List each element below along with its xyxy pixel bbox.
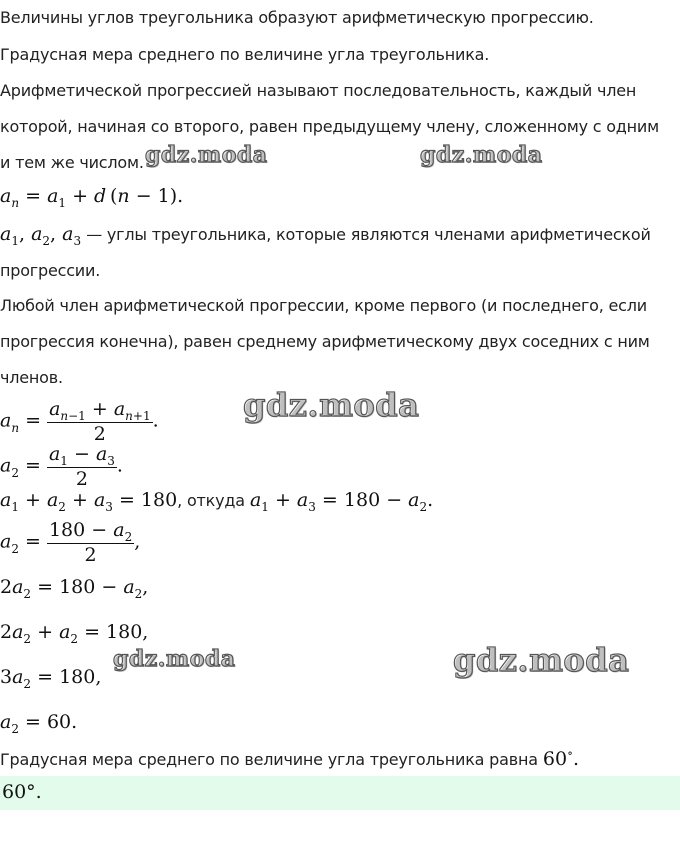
equation-step-2: $2a_2 + a_2 = 180$, [0,621,149,646]
watermark-logo: gdz.moda [243,386,420,424]
equation-result: $a_2 = 60$. [0,711,78,736]
answer-box [0,776,680,810]
watermark-logo: gdz.moda [145,142,268,168]
equation-step-3: $3a_2 = 180$, [0,666,102,691]
terms-description-cont: прогрессии. [0,261,101,280]
formula-nth-term: $a_n = a_1 + d$ (n − 1). [0,185,184,210]
property-line-1: Любой член арифметической прогрессии, кроме первого (и последнего, если [0,296,648,315]
problem-question: Градусная мера среднего по величине угла треугольника. [0,45,490,64]
formula-angle-sum: $a_1 + a_2 + a_3 = 180$, откуда $a_1 + a_3 = 180 - a_2$. [0,489,434,514]
watermark-logo: gdz.moda [113,646,236,672]
definition-line-2: которой, начиная со второго, равен предыдущему члену, сложенному с одним [0,117,659,136]
watermark-logo: gdz.moda [420,142,543,168]
watermark-logo: gdz.moda [453,641,630,679]
answer-value: 60°. [2,781,42,803]
definition-line-3: и тем же числом. [0,153,144,172]
conclusion-line: Градусная мера среднего по величине угла треугольника равна 60∘. [0,746,580,770]
equation-step-1: $2a_2 = 180 - a_2$, [0,576,149,601]
definition-line-1: Арифметической прогрессией называют последовательность, каждый член [0,81,637,100]
formula-a2-substituted: $a_2$ = $\frac{180 - a_2}{2}$ , [0,519,141,566]
formula-a2-fraction: $a_2$ = $\frac{a_1 - a_3}{2}$ . [0,443,123,490]
property-line-2: прогрессия конечна), равен среднему арифметическому двух соседних с ним [0,332,650,351]
formula-mean-property: $a_n$ = $\frac{a_{n-1} + a_{n+1}}{2}$ . [0,398,159,445]
problem-statement: Величины углов треугольника образуют арифметическую прогрессию. [0,8,594,27]
property-line-3: членов. [0,368,63,387]
terms-description: $a_1$, $a_2$, $a_3$ — углы треугольника, которые являются членами арифметической [0,223,651,248]
